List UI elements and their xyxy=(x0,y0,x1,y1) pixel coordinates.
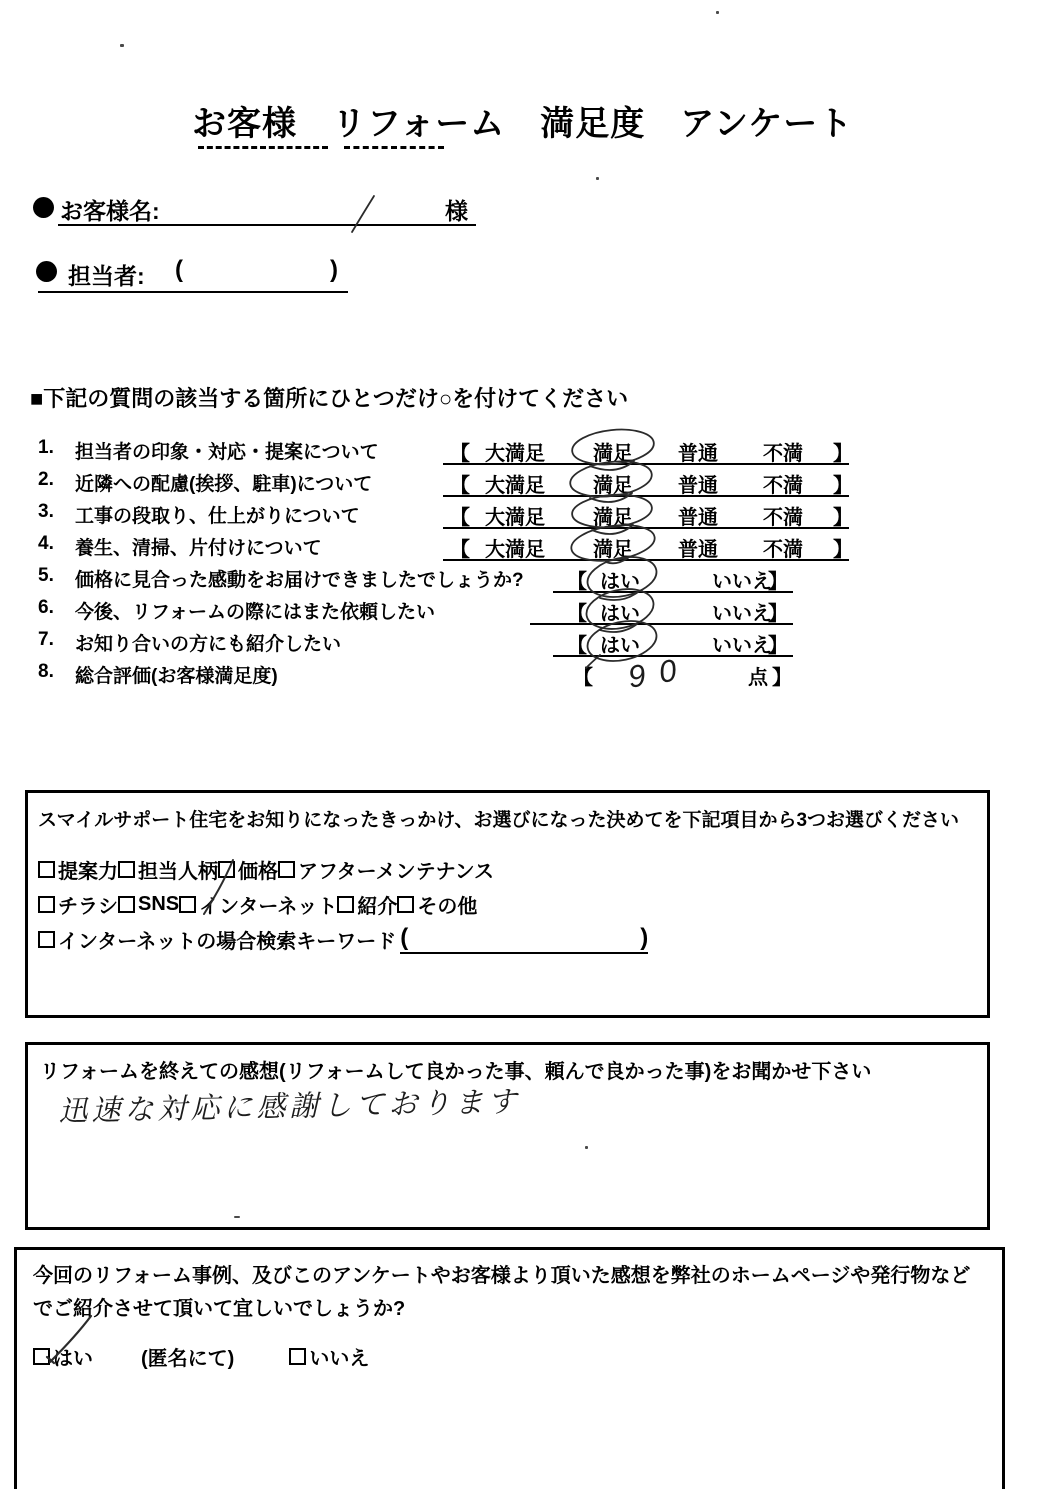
options-underline xyxy=(443,495,849,497)
options-underline xyxy=(443,527,849,529)
checkbox-kakaku xyxy=(218,861,235,878)
checkbox-teiannryoku xyxy=(38,861,55,878)
impression-box xyxy=(25,1042,990,1230)
question-row-6 xyxy=(0,597,1044,627)
section-instruction: ■下記の質問の該当する箇所にひとつだけ○を付けてください xyxy=(30,386,629,411)
staff-label: 担当者: xyxy=(68,263,145,289)
consent-anonymous-note: (匿名にて) xyxy=(141,1348,235,1370)
question-text: 今後、リフォームの際にはまた依頼したい xyxy=(75,602,436,623)
checkbox-no xyxy=(289,1348,306,1365)
discovery-reason-box xyxy=(25,790,990,1018)
option-futsuu: 普通 xyxy=(678,507,718,529)
question-number: 8. xyxy=(38,661,54,682)
question-row-5 xyxy=(0,565,1044,595)
checkbox-sonota xyxy=(397,896,414,913)
option-hai-circled: はい xyxy=(600,603,640,625)
score-unit: 点 xyxy=(748,667,768,689)
bracket-close: 】 xyxy=(768,571,788,593)
checkbox-label: 紹介 xyxy=(357,896,398,918)
scan-noise-speck xyxy=(234,1216,240,1218)
consent-box-header: 今回のリフォーム事例、及びこのアンケートやお客様より頂いた感想を弊社のホームページや発行物などでご紹介させて頂いて宜しいでしょうか? xyxy=(33,1265,971,1320)
option-hai-circled: はい xyxy=(600,635,640,657)
bracket-open: 【 xyxy=(573,667,593,689)
bracket-close: 】 xyxy=(833,475,853,497)
bracket-open: 【 xyxy=(450,507,470,529)
checkbox-yes-checked xyxy=(33,1348,50,1365)
question-number: 5. xyxy=(38,565,54,586)
question-text: 養生、清掃、片付けについて xyxy=(75,538,322,559)
bracket-close: 】 xyxy=(833,539,853,561)
staff-paren-close: ) xyxy=(330,256,338,283)
checkbox-sns xyxy=(118,896,135,913)
bracket-open: 【 xyxy=(450,539,470,561)
option-manzoku-circled: 満足 xyxy=(593,507,633,529)
options-underline xyxy=(443,559,849,561)
bracket-close: 】 xyxy=(772,667,792,689)
options-underline xyxy=(443,463,849,465)
checkbox-label: 価格 xyxy=(238,861,278,883)
checkbox-label: その他 xyxy=(417,896,478,918)
keyword-paren-open: ( xyxy=(400,924,409,951)
name-slash-mark xyxy=(352,196,374,232)
option-fuman: 不満 xyxy=(763,539,803,561)
keyword-blank-field xyxy=(408,930,640,952)
question-number: 2. xyxy=(38,469,54,490)
scan-noise-speck xyxy=(716,11,719,14)
checkbox-label: アフターメンテナンス xyxy=(298,861,494,883)
question-row-4 xyxy=(0,533,1044,563)
checkbox-tantou-hitogara xyxy=(118,861,135,878)
discovery-row-1 xyxy=(38,855,494,884)
question-row-8 xyxy=(0,650,1044,695)
keyword-paren-close: ) xyxy=(640,924,649,951)
checkbox-label: SNS xyxy=(138,893,180,915)
bracket-close: 】 xyxy=(768,603,788,625)
bracket-open: 【 xyxy=(567,635,587,657)
question-number: 4. xyxy=(38,533,54,554)
question-row-3 xyxy=(0,501,1044,531)
question-text: 価格に見合った感動をお届けできましたでしょうか? xyxy=(75,570,524,591)
checkbox-label: 担当人柄 xyxy=(138,861,218,883)
question-text: 担当者の印象・対応・提案について xyxy=(75,442,379,463)
checkbox-chirashi xyxy=(38,896,55,913)
bracket-close: 】 xyxy=(833,507,853,529)
bullet-icon xyxy=(36,261,57,282)
bracket-close: 】 xyxy=(768,635,788,657)
option-manzoku-circled: 満足 xyxy=(593,443,633,465)
checkbox-search-keyword xyxy=(38,931,55,948)
checkbox-internet-checked xyxy=(179,896,196,913)
question-text: 総合評価(お客様満足度) xyxy=(75,666,278,687)
handwritten-score: 90 xyxy=(625,650,693,695)
title-underline-dash xyxy=(344,146,444,149)
title-underline-dash xyxy=(198,146,328,149)
question-number: 6. xyxy=(38,597,54,618)
discovery-row-3 xyxy=(38,924,648,954)
question-text: 近隣への配慮(挨拶、駐車)について xyxy=(75,474,373,495)
discovery-row-2 xyxy=(38,890,477,919)
option-fuman: 不満 xyxy=(763,443,803,465)
option-iie: いいえ xyxy=(712,571,772,593)
option-hai-circled: はい xyxy=(600,571,640,593)
publication-consent-box xyxy=(14,1247,1005,1489)
checkbox-label: 提案力 xyxy=(58,861,118,883)
question-number: 1. xyxy=(38,437,54,458)
bracket-open: 【 xyxy=(567,603,587,625)
consent-no-label: いいえ xyxy=(309,1348,370,1370)
staff-paren-open: ( xyxy=(175,256,183,283)
page-title: お客様 リフォーム 満足度 アンケート xyxy=(192,105,854,143)
checkbox-shoukai xyxy=(337,896,354,913)
option-iie: いいえ xyxy=(712,635,772,657)
checkbox-label: インターネットの場合検索キーワード xyxy=(58,930,397,953)
scan-noise-speck xyxy=(596,177,599,180)
option-futsuu: 普通 xyxy=(678,443,718,465)
option-manzoku-circled: 満足 xyxy=(593,539,633,561)
options-underline xyxy=(553,591,793,593)
option-fuman: 不満 xyxy=(763,507,803,529)
scan-noise-speck xyxy=(585,1146,588,1149)
consent-yes-label: はい xyxy=(53,1348,93,1370)
options-underline xyxy=(530,623,793,625)
question-text: お知り合いの方にも紹介したい xyxy=(75,634,342,655)
option-fuman: 不満 xyxy=(763,475,803,497)
question-row-1 xyxy=(0,437,1044,467)
scan-noise-speck xyxy=(120,44,124,47)
question-row-7 xyxy=(0,629,1044,659)
question-row-2 xyxy=(0,469,1044,499)
bullet-icon xyxy=(33,197,54,218)
checkbox-label: チラシ xyxy=(58,896,118,918)
question-number: 3. xyxy=(38,501,54,522)
question-text: 工事の段取り、仕上がりについて xyxy=(75,506,360,527)
customer-name-label: お客様名: xyxy=(60,198,160,224)
option-daimanzoku: 大満足 xyxy=(485,475,545,497)
option-manzoku-circled: 満足 xyxy=(593,475,633,497)
question-number: 7. xyxy=(38,629,54,650)
staff-blank-line xyxy=(38,291,348,293)
bracket-open: 【 xyxy=(450,475,470,497)
consent-answer-row xyxy=(33,1342,369,1371)
checkbox-after-maintenance xyxy=(278,861,295,878)
customer-name-blank-line xyxy=(58,224,476,226)
option-futsuu: 普通 xyxy=(678,539,718,561)
option-daimanzoku: 大満足 xyxy=(485,507,545,529)
handwritten-impression: 迅速な対応に感謝しております xyxy=(58,1086,521,1128)
bracket-open: 【 xyxy=(450,443,470,465)
discovery-box-header: スマイルサポート住宅をお知りになったきっかけ、お選びになった決めてを下記項目から3つお選びください xyxy=(38,810,960,831)
customer-name-suffix: 様 xyxy=(445,198,468,224)
option-daimanzoku: 大満足 xyxy=(485,443,545,465)
option-daimanzoku: 大満足 xyxy=(485,539,545,561)
bracket-open: 【 xyxy=(567,571,587,593)
option-futsuu: 普通 xyxy=(678,475,718,497)
checkbox-label: インターネット xyxy=(199,896,338,918)
bracket-close: 】 xyxy=(833,443,853,465)
impression-box-header: リフォームを終えての感想(リフォームして良かった事、頼んで良かった事)をお聞かせ下さい xyxy=(40,1061,872,1083)
option-iie: いいえ xyxy=(712,603,772,625)
